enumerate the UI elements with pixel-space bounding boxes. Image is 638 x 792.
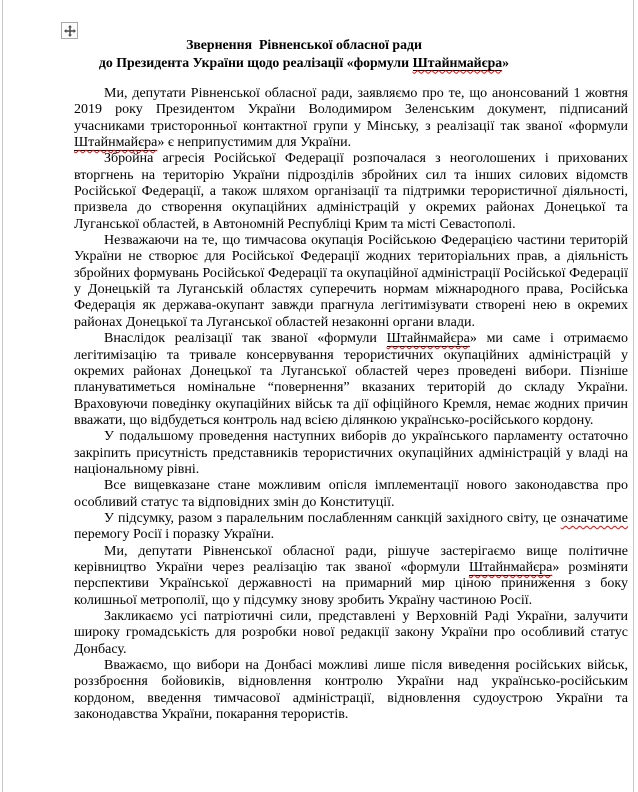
document-content[interactable] xyxy=(74,36,628,723)
misspelled-word[interactable]: означатиме xyxy=(560,510,628,526)
misspelled-word[interactable]: Штайнмайєра xyxy=(469,559,553,575)
title-line xyxy=(74,36,534,54)
text-run: Все вищевказане стане можливим опісля імплементації нового законодавства про особливий статус та відповідних змін до Конституції. xyxy=(74,478,628,510)
text-run: У підсумку, разом з паралельним послабленням санкцій західного світу, це xyxy=(104,510,561,526)
paragraph[interactable] xyxy=(74,609,628,658)
text-run: Закликаємо усі патріотичні сили, представлені у Верховній Раді України, залучити широку громадськість для розробки нової редакції закону України про особливий статус Донбасу. xyxy=(74,609,628,657)
misspelled-word[interactable]: Штайнмайєра xyxy=(74,135,158,151)
document-title xyxy=(74,36,534,71)
page-left-edge xyxy=(2,0,3,792)
paragraph[interactable] xyxy=(74,86,628,151)
paragraph[interactable] xyxy=(74,233,628,331)
text-run: Незважаючи на те, що тимчасова окупація Російською Федерацією частини територій України не створює для Російської Федерації жодних територіальних прав, а діяльність збройних формувань Російської Федерації та окупаційної адміністрації Російської Федерації у Донецькій та Луганській областях суперечить нормам міжнародного права, Російська Федерація як держава-окупант завжди прагнула легітимізувати створені нею в окремих районах Донецької та Луганської областей незаконні органи влади. xyxy=(74,233,628,330)
text-run: Внаслідок реалізації так званої «формули xyxy=(104,331,387,347)
text-run: » розміняти перспективи Української державності на примарний мир ціною приниження з боку колишньої метрополії, що у підсумку знову зробить Україну частиною Росії. xyxy=(74,559,629,608)
misspelled-word[interactable]: Штайнмайєра xyxy=(386,331,470,347)
text-run: » є неприпустимим для України. xyxy=(157,135,352,151)
paragraph[interactable] xyxy=(74,429,628,478)
text-run: » ми саме і отримаємо легітимізацію та тривале консервування терористичних окупаційних адміністрацій у окремих районах Донецької та Луганської областей через проведені вибори. Пізніше плануватиметься номінальне “повернення” вказаних територій до складу України. Враховуючи поведінку окупаційних військ та дії офіційного Кремля, немає жодних причин вважати, що відбудеться контроль над всією ділянкою українсько-російського кордону. xyxy=(74,331,628,428)
document-body[interactable] xyxy=(74,86,628,723)
paragraph[interactable] xyxy=(74,658,628,723)
text-run: Звернення Рівненської обласної ради xyxy=(186,37,422,52)
paragraph[interactable] xyxy=(74,151,628,233)
misspelled-word[interactable]: Штайнмайєра xyxy=(412,54,503,70)
paragraph[interactable] xyxy=(74,331,628,429)
text-run: Ми, депутати Рівненської обласної ради, заявляємо про те, що анонсований 1 жовтня 2019 року Президентом України Володимиром Зеленським документ, підписаний учасниками тристоронньої контактної групи у Мінську, з реалізації так званої «формули xyxy=(74,86,628,134)
text-run: Збройна агресія Російської Федерації розпочалася з неоголошених і прихованих вторгнень на територію України підрозділів збройних сил та інших силових відомств Російської Федерації, а також шляхом організації та підтримки терористичної діяльності, призвела до створення окупаційних адміністрацій у окремих районах Донецької та Луганської областей, в Автономній Республіці Крим та місті Севастополі. xyxy=(74,151,628,232)
page-right-edge xyxy=(633,0,634,792)
paragraph[interactable] xyxy=(74,511,628,544)
paragraph[interactable] xyxy=(74,478,628,511)
title-line xyxy=(74,54,534,72)
text-run: до Президента України щодо реалізації «формули xyxy=(98,54,413,70)
paragraph[interactable] xyxy=(74,544,628,609)
move-anchor-icon xyxy=(64,25,76,37)
text-run: перемогу Росії і поразку України. xyxy=(74,527,275,543)
text-run: » xyxy=(502,54,510,70)
text-run: Вважаємо, що вибори на Донбасі можливі лише після виведення російських військ, роззброєння бойовиків, відновлення контролю України над українсько-російським кордоном, введення тимчасової адміністрації, відновлення судоустрою України та законодавства України, покарання терористів. xyxy=(74,658,628,723)
text-run: У подальшому проведення наступних виборів до українського парламенту остаточно закріпить присутність представників терористичних окупаційних адміністрацій у владі на національному рівні. xyxy=(74,429,628,477)
text-run: Ми, депутати Рівненської обласної ради, рішуче застерігаємо вище політичне керівництво України через реалізацію так званої «формули xyxy=(74,543,628,575)
